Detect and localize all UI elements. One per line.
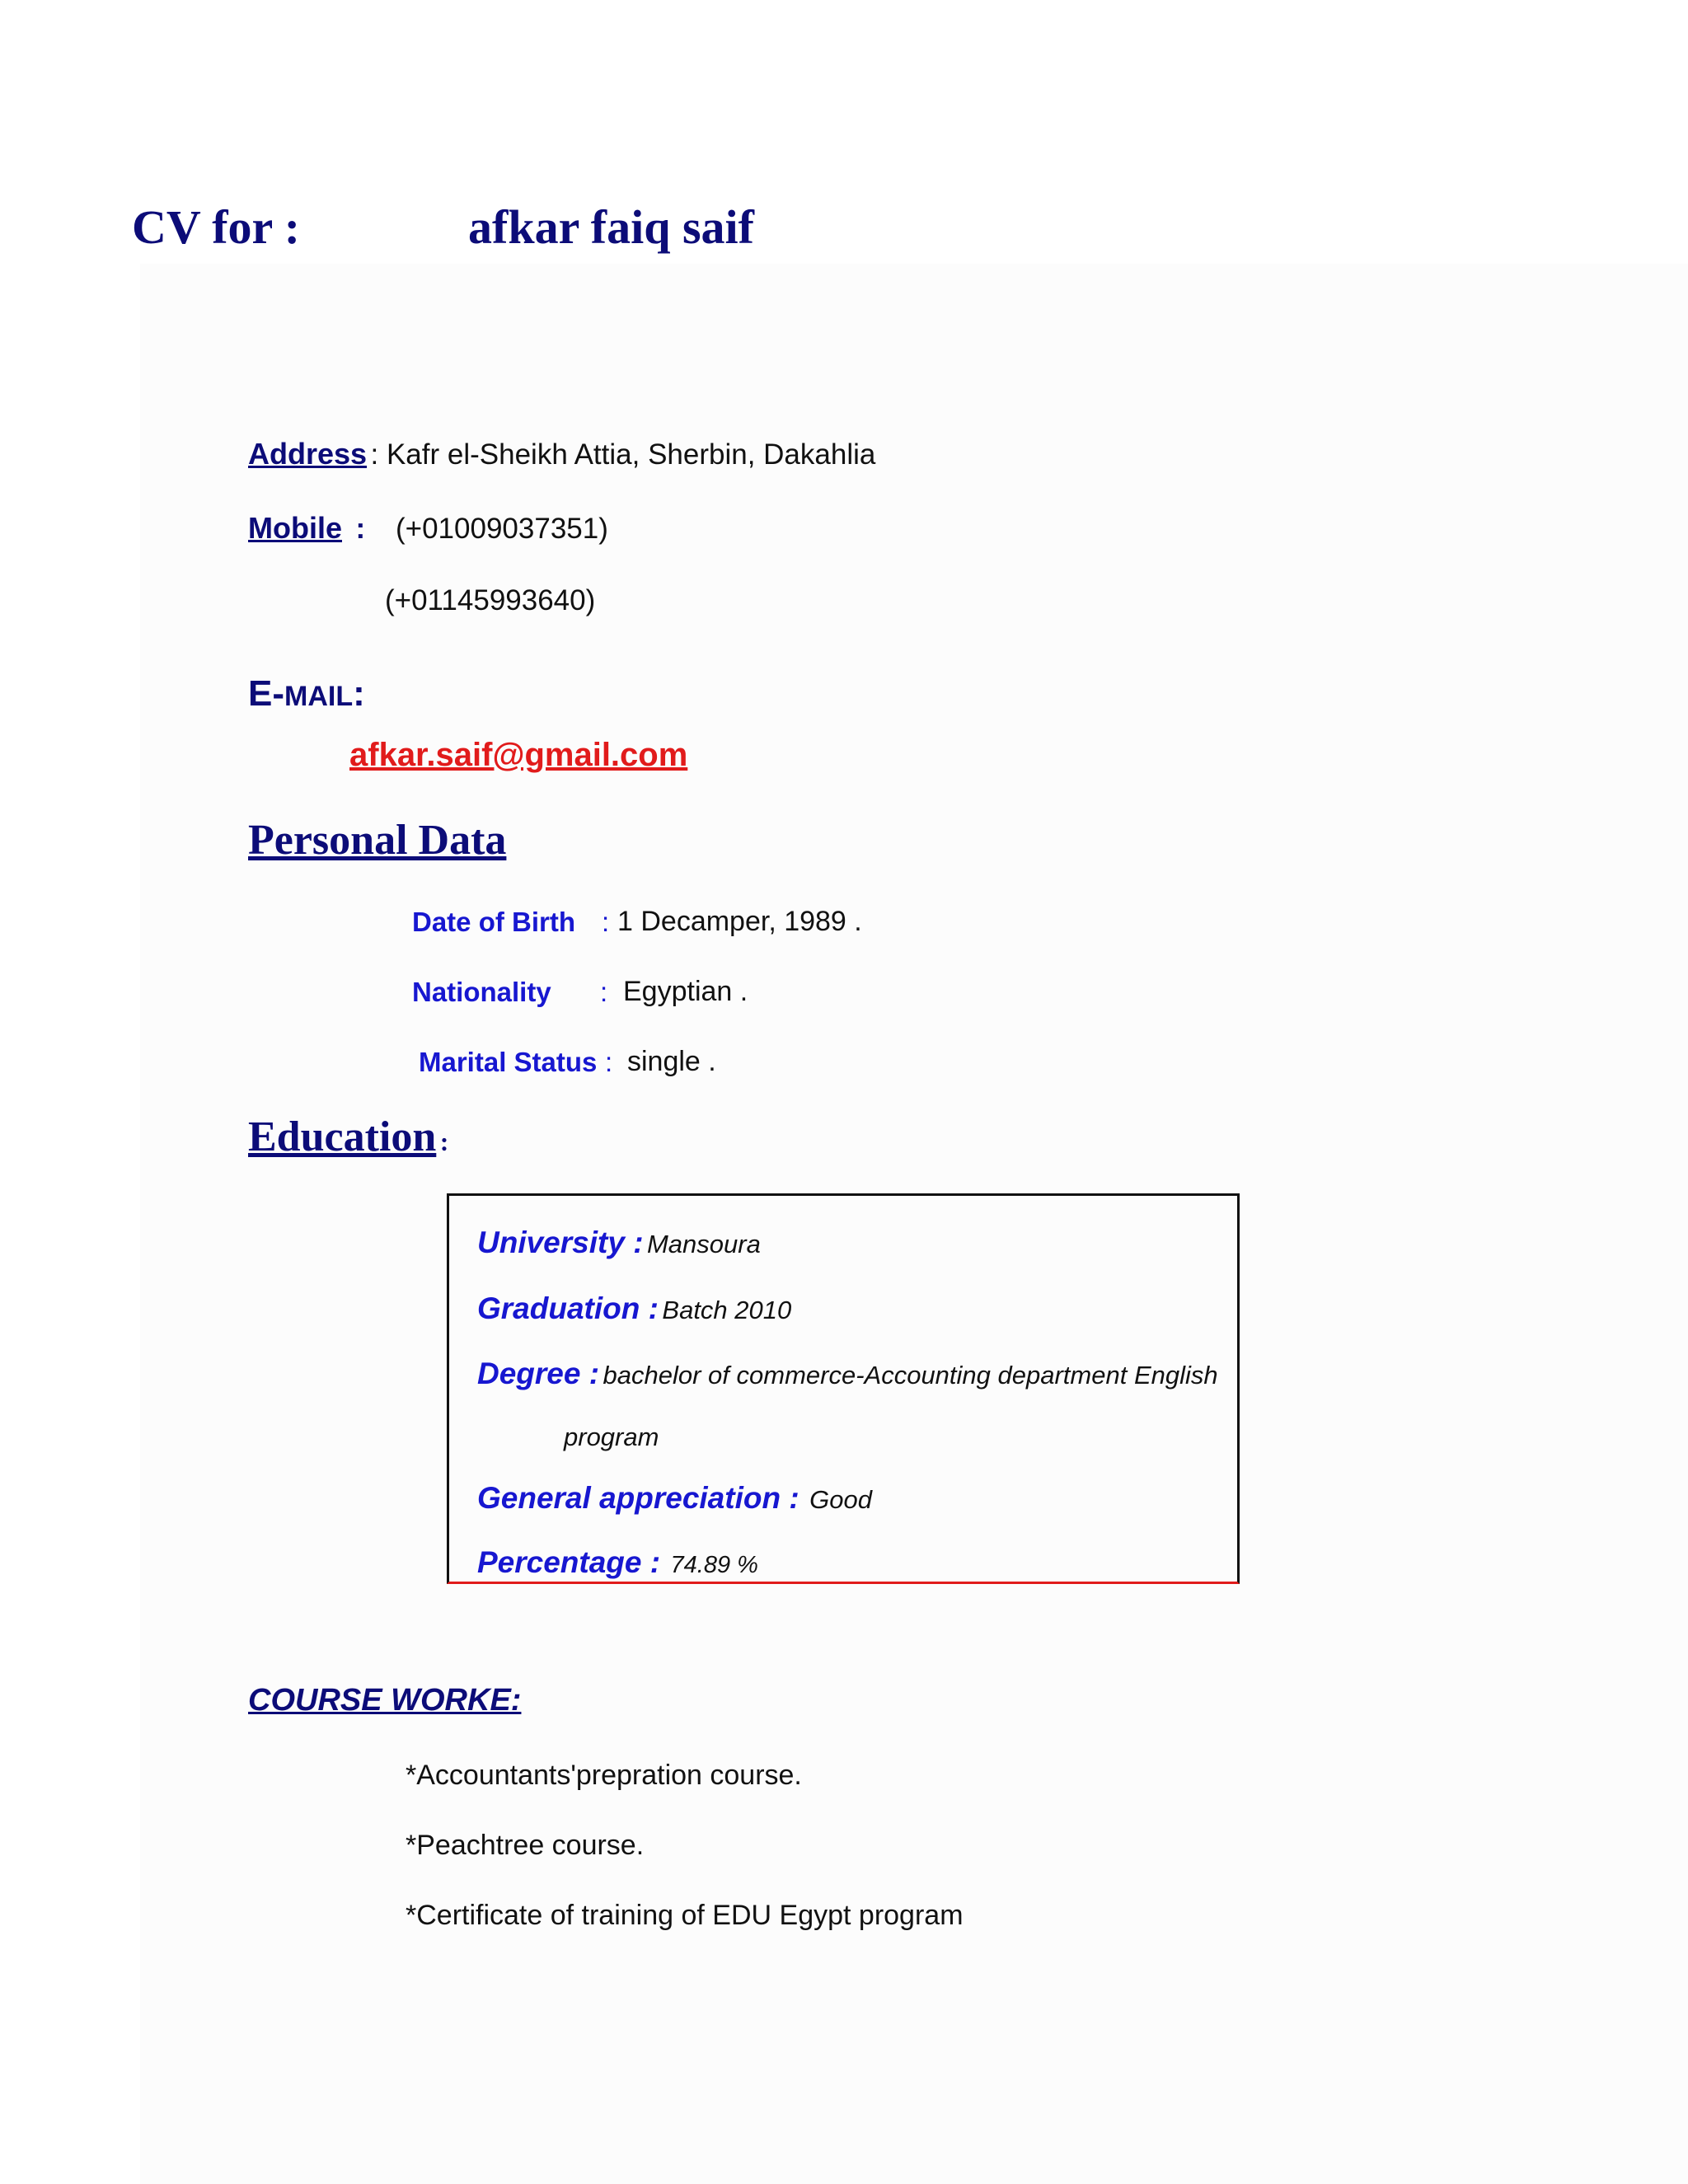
email-heading-colon: :	[353, 673, 365, 714]
dob-value: 1 Decamper, 1989 .	[617, 906, 862, 937]
candidate-name: afkar faiq saif	[468, 200, 754, 254]
degree-line	[477, 1357, 1218, 1391]
marital-status-value: single .	[627, 1046, 716, 1077]
percentage-line	[477, 1545, 758, 1580]
education-heading: Education	[248, 1113, 437, 1160]
course-work-heading: COURSE WORKE:	[248, 1683, 522, 1718]
university-value: Mansoura	[646, 1230, 761, 1258]
graduation-label: Graduation :	[477, 1291, 659, 1325]
course-item: *Accountants'prepration course.	[406, 1760, 802, 1791]
degree-label: Degree :	[477, 1357, 600, 1390]
marital-status-label: Marital Status	[419, 1047, 598, 1077]
nationality-value: Egyptian .	[623, 976, 748, 1007]
address-label: Address	[248, 437, 368, 471]
email-heading-prefix: E-	[248, 673, 284, 714]
graduation-value: Batch 2010	[662, 1296, 792, 1324]
appreciation-value: Good	[809, 1485, 872, 1514]
graduation-line	[477, 1291, 791, 1326]
university-line	[477, 1226, 761, 1260]
dob-label: Date of Birth	[412, 907, 575, 937]
percentage-value: 74.89 %	[670, 1552, 758, 1578]
education-colon: :	[439, 1127, 449, 1156]
personal-data-heading: Personal Data	[248, 817, 507, 864]
mobile-number-1: (+01009037351)	[396, 513, 608, 545]
course-item: *Peachtree course.	[406, 1830, 645, 1861]
mobile-line	[248, 511, 365, 546]
degree-value-continued: program	[564, 1422, 659, 1451]
percentage-label: Percentage :	[477, 1545, 661, 1579]
address-value: : Kafr el-Sheikh Attia, Sherbin, Dakahlia	[370, 438, 876, 471]
mobile-number-2: (+01145993640)	[385, 584, 596, 616]
cv-for-label: CV for :	[132, 200, 301, 254]
address-line	[248, 437, 875, 471]
university-label: University :	[477, 1226, 644, 1259]
education-heading-line	[248, 1113, 448, 1161]
nationality-colon: :	[600, 977, 608, 1007]
degree-value: bachelor of commerce-Accounting department English	[603, 1361, 1218, 1390]
email-heading-rest: MAIL	[284, 681, 354, 712]
marital-status-colon: :	[605, 1047, 613, 1077]
email-link[interactable]: afkar.saif@gmail.com	[349, 737, 688, 773]
email-heading	[248, 673, 365, 715]
appreciation-label: General appreciation :	[477, 1481, 799, 1515]
appreciation-line	[477, 1481, 872, 1516]
mobile-label: Mobile	[248, 511, 342, 545]
course-item: *Certificate of training of EDU Egypt program	[406, 1900, 964, 1931]
dob-colon: :	[602, 907, 610, 937]
mobile-colon: :	[355, 513, 366, 545]
nationality-label: Nationality	[412, 977, 551, 1007]
